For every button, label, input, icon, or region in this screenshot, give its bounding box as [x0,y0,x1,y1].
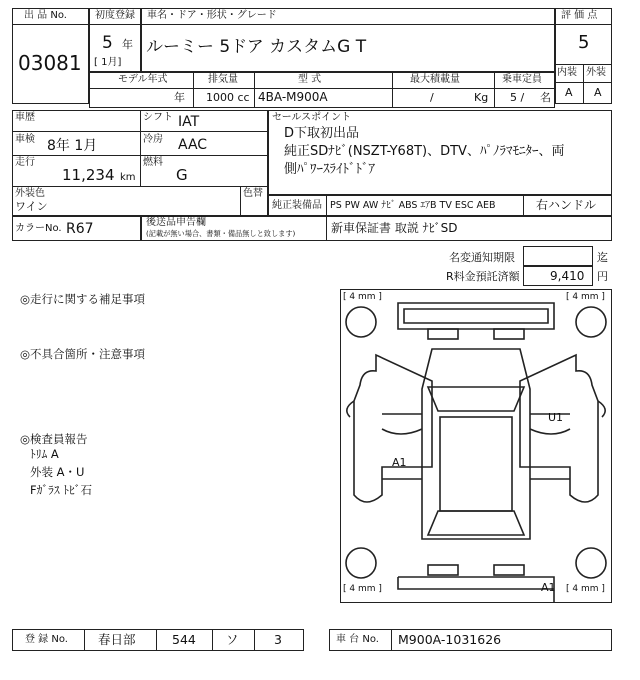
inspector-line-1: ﾄﾘﾑ A [30,447,59,461]
inspection-label: 車検 [15,134,35,145]
first-reg-label: 初度登録 [95,10,135,21]
front-bumper-outline [398,303,554,329]
shift-value: IAT [178,114,200,130]
exterior-label: 外装 [586,67,606,78]
wheel-front-left-icon [346,307,376,337]
inspector-line-2: 外装 A・U [30,465,85,479]
sales-line-1: D下取初出品 [284,126,360,141]
wheel-rear-right-icon [576,548,606,578]
ext-color-label: 外装色 [15,188,45,199]
mileage-label: 走行 [15,157,35,168]
tyre-front-left: [ 4 mm ] [343,292,382,302]
car-name-label: 車名・ドア・形状・グレード [147,10,277,21]
color-no-value: R67 [66,221,94,237]
recycle-value: 9,410 [550,269,585,283]
overall-grade: 5 [578,32,590,53]
car-diagram [340,289,612,603]
interior-label: 内装 [557,67,577,78]
driving-notes-title: ◎走行に関する補足事項 [20,292,146,306]
defect-notes-title: ◎不具合箇所・注意事項 [20,347,146,361]
aftermarket-label: 後送品申告欄 [146,217,206,228]
wheel-rear-left-icon [346,548,376,578]
exterior-grade: A [594,86,602,99]
lot-number: 03081 [18,51,82,75]
capacity-label: 乗車定員 [502,74,542,85]
mark-a1-rear: A1 [541,581,556,594]
equip-label: 純正装備品 [272,200,322,211]
reg-number: 3 [274,632,282,647]
mark-a1-left-side: A1 [392,456,407,469]
recycle-label: R料金預託済額 [446,270,520,283]
ext-color-value: ワイン [15,200,48,213]
change-deadline-value [523,246,593,266]
displacement-label: 排気量 [208,74,238,85]
mark-u1-right-side: U1 [548,411,564,424]
left-side-body [354,355,432,502]
change-deadline-label: 名変通知期限 [449,251,515,264]
fuel-label: 燃料 [143,157,163,168]
car-name: ルーミー 5ドア カスタムG T [146,37,367,57]
ac-label: 冷房 [143,134,163,145]
load-value: / [430,91,434,104]
model-year-value: 年 [174,91,185,104]
rear-bumper-outline [398,577,554,603]
model-value: 4BA-M900A [258,90,328,104]
interior-grade: A [565,86,573,99]
inspection-value: 8年 1月 [47,138,98,154]
tyre-rear-right: [ 4 mm ] [566,584,605,594]
recycle-unit: 円 [597,270,608,283]
inspector-title: ◎検査員報告 [20,432,88,446]
displacement-value: 1000 cc [206,91,250,104]
inspector-line-3: Fｶﾞﾗｽ ﾄﾋﾞ石 [30,483,93,497]
capacity-value: 5 / [510,91,525,104]
ac-value: AAC [178,137,208,153]
first-reg-month: [ 1月] [94,57,122,68]
load-unit: Kg [474,91,489,104]
sales-line-2: 純正SDﾅﾋﾞ(NSZT-Y68T)、DTV、ﾊﾟﾉﾗﾏﾓﾆﾀｰ、両 [284,144,565,159]
first-reg-year: 5 [102,33,113,53]
history-label: 車歴 [15,112,35,123]
right-side-body [520,355,598,502]
model-year-label: モデル年式 [118,74,168,85]
warranty-value: 新車保証書 取説 ﾅﾋﾞSD [331,221,458,235]
fuel-value: G [176,166,188,184]
equip-value: PS PW AW ﾅﾋﾞ ABS ｴｱB TV ESC AEB [330,200,496,211]
reg-class: 544 [172,632,196,647]
wheel-front-right-icon [576,307,606,337]
reg-area: 春日部 [98,632,136,647]
load-label: 最大積載量 [410,74,460,85]
capacity-unit: 名 [540,91,551,104]
reg-label: 登 録 No. [25,634,68,645]
mileage-value: 11,234 [62,166,115,184]
chassis-label: 車 台 No. [336,634,379,645]
grade-label: 評 価 点 [561,10,598,21]
color-no-label: カラーNo. [15,223,62,234]
change-deadline-unit: 迄 [597,251,608,264]
sales-line-3: 側ﾊﾟﾜｰｽﾗｲﾄﾞﾄﾞｱ [284,162,376,177]
year-unit: 年 [122,38,133,51]
sales-title: セールスポイント [272,112,352,123]
reg-kana: ソ [226,632,239,647]
aftermarket-note: (記載が無い場合、書類・備品無しと致します) [146,229,296,238]
tyre-rear-left: [ 4 mm ] [343,584,382,594]
mileage-unit: km [120,172,136,183]
lot-label: 出 品 No. [24,10,67,21]
tyre-front-right: [ 4 mm ] [566,292,605,302]
shift-label: シフト [143,112,173,123]
recolor-label: 色替 [243,188,263,199]
chassis-number: M900A-1031626 [398,632,502,647]
handle-value: 右ハンドル [536,198,597,212]
model-label: 型 式 [298,74,322,85]
